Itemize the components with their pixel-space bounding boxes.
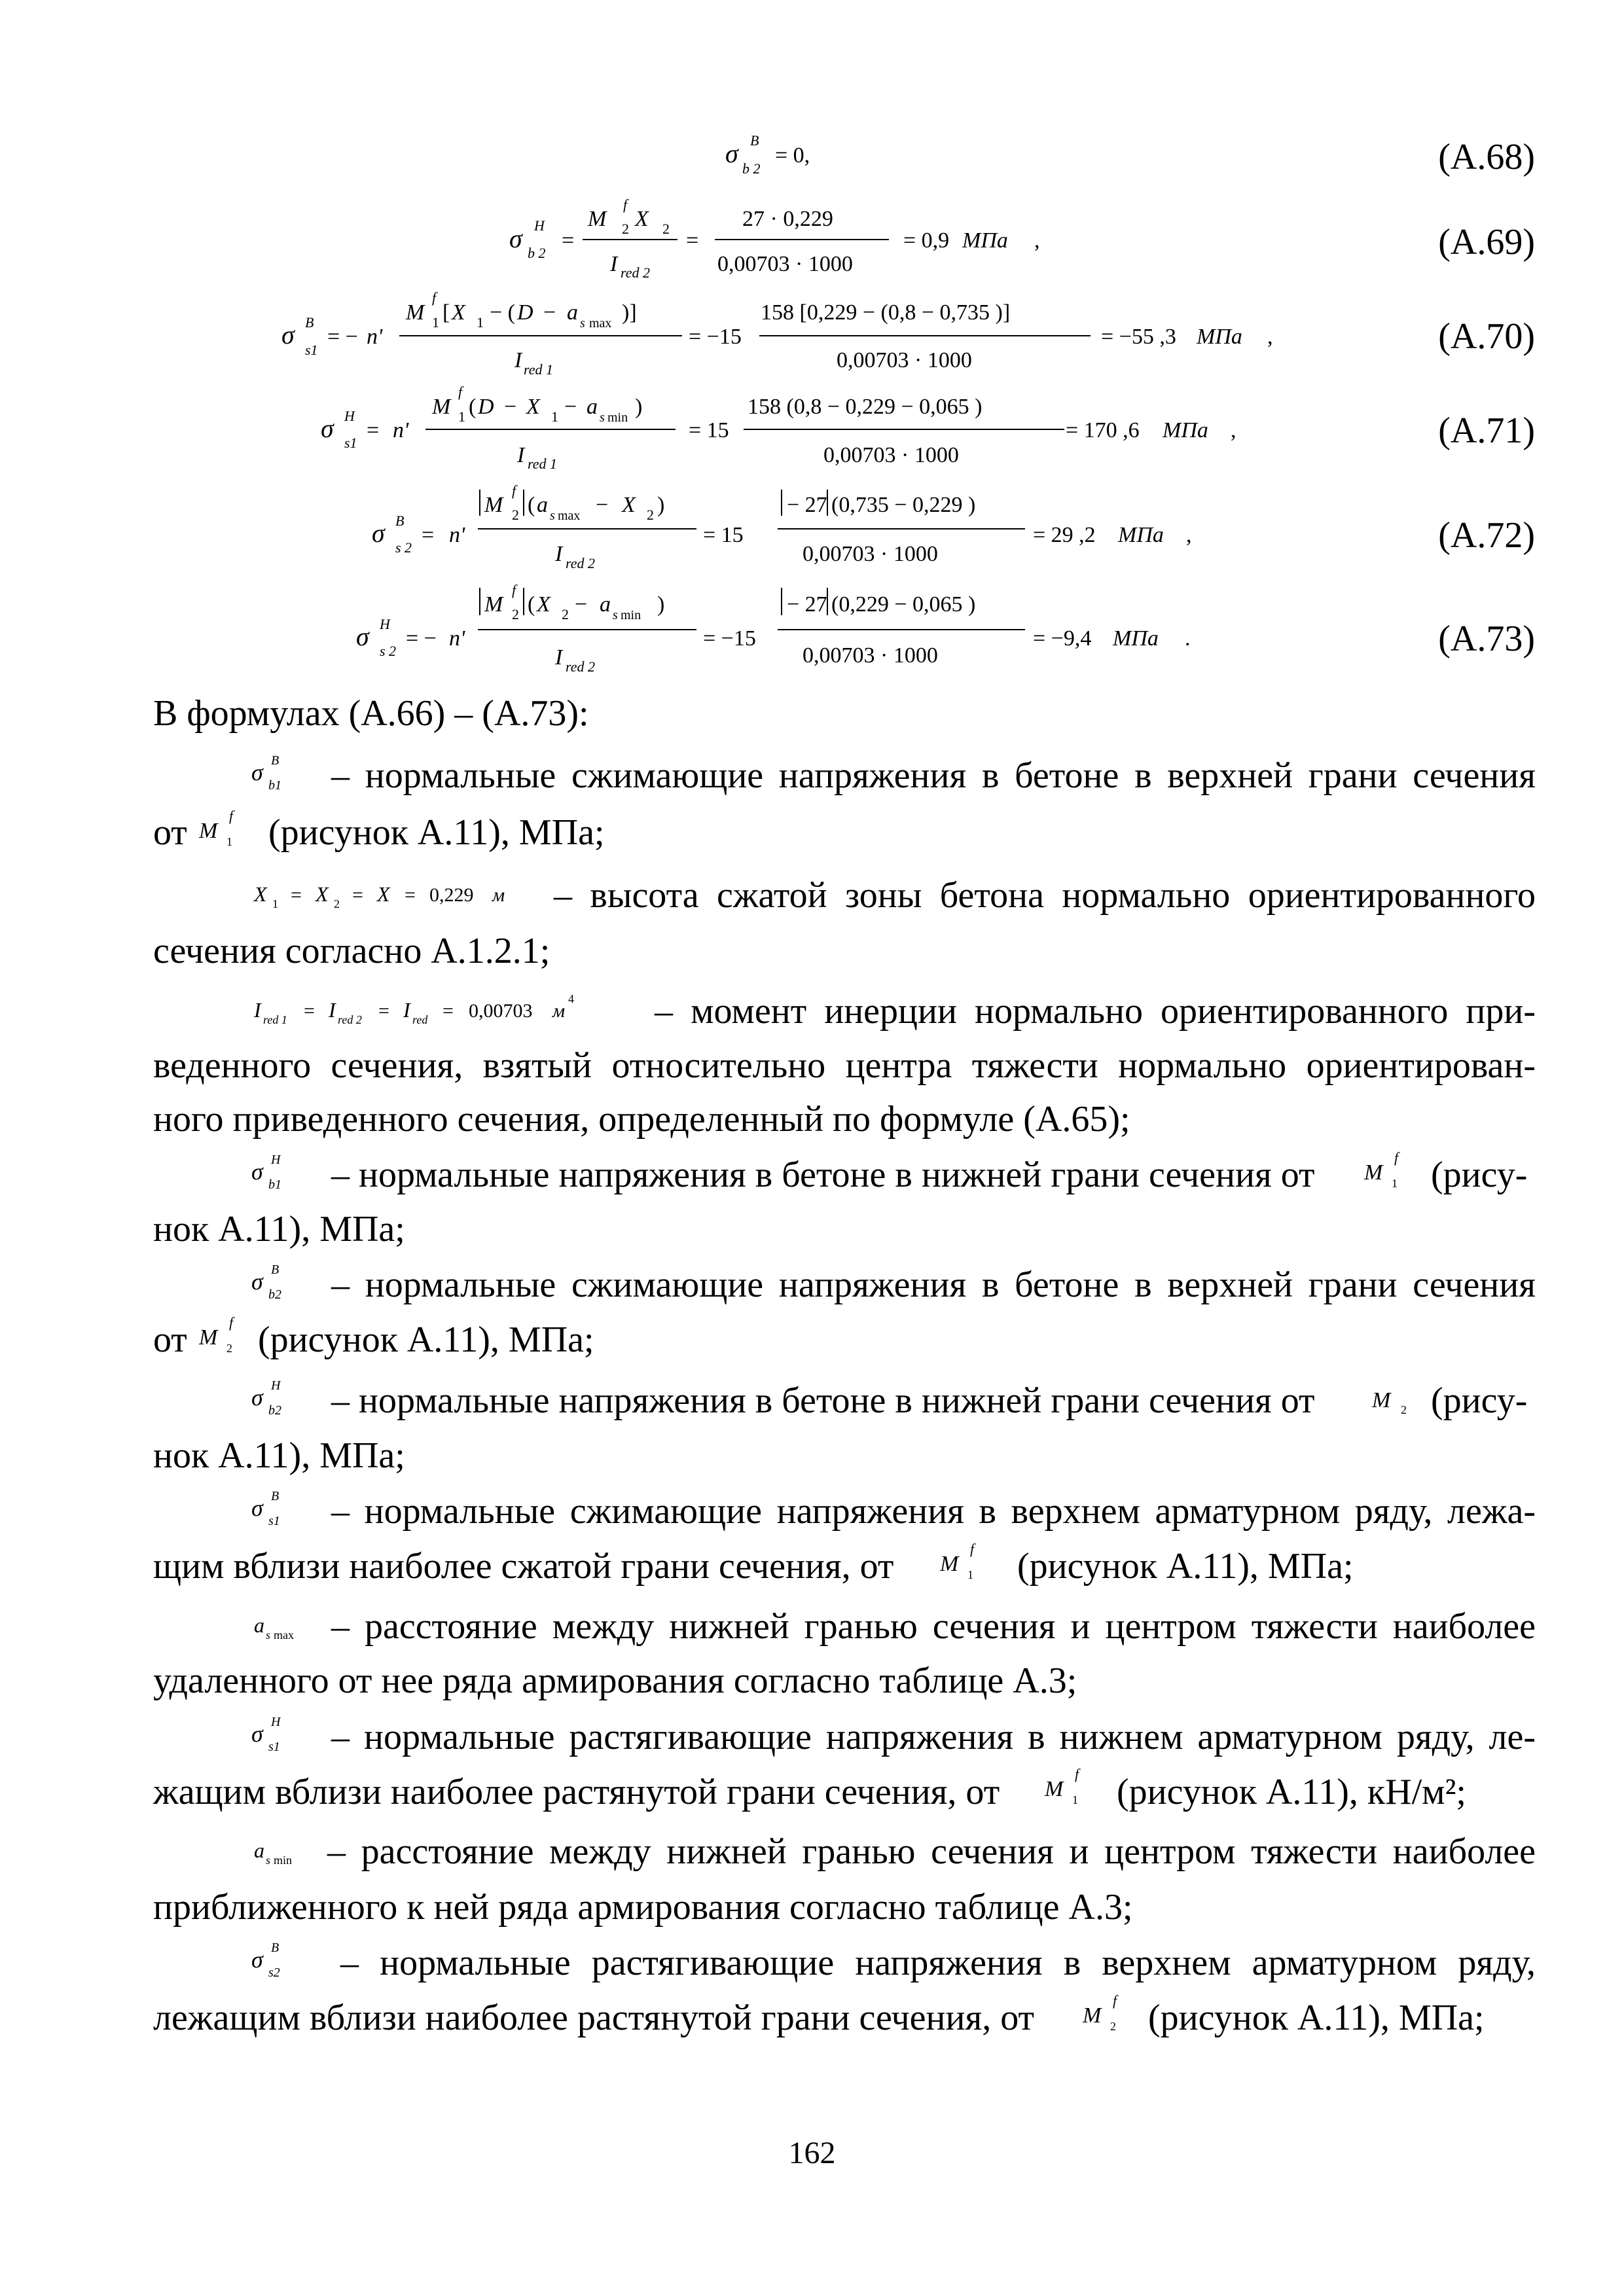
svg-text:σ: σ <box>251 1384 263 1410</box>
symbol-a-smax <box>251 1604 323 1649</box>
svg-text:2: 2 <box>1401 1403 1407 1416</box>
svg-text:red 2: red 2 <box>566 658 596 675</box>
symbol-m1f <box>1041 1762 1100 1814</box>
svg-text:s: s <box>550 509 555 523</box>
def-7-line-2-tail: (рисунок А.11), МПа; <box>1017 1546 1354 1587</box>
svg-text:s: s <box>580 316 585 331</box>
svg-text:M: M <box>432 395 451 419</box>
symbol-sigma-b-b1 <box>249 751 295 797</box>
svg-text:σ: σ <box>251 1268 263 1295</box>
def-4-line-1: – нормальные напряжения в бетоне в нижней грани сечения от <box>331 1155 1315 1195</box>
svg-text:0,229: 0,229 <box>429 884 474 906</box>
def-1-line-2: от <box>153 812 187 853</box>
eq-number: (А.73) <box>1438 619 1535 659</box>
svg-text:2: 2 <box>622 221 629 237</box>
svg-text:X: X <box>526 395 540 419</box>
svg-text:=: = <box>352 884 363 906</box>
svg-text:M: M <box>406 300 425 325</box>
svg-text:= 0,: = 0, <box>775 143 810 168</box>
svg-text:a: a <box>586 395 598 419</box>
def-6-line-1: – нормальные напряжения в бетоне в нижней грани сечения от <box>331 1380 1315 1421</box>
svg-text:max: max <box>274 1628 294 1641</box>
symbol-m1f <box>1360 1145 1419 1198</box>
svg-text:− (: − ( <box>490 300 515 325</box>
def-9-line-1: – нормальные растягивающие напряжения в нижнем арматурном ряду, ле- <box>331 1717 1536 1757</box>
svg-text:max: max <box>558 509 581 523</box>
svg-text:0,00703 · 1000: 0,00703 · 1000 <box>837 348 972 372</box>
symbol-sigma-h-s1 <box>249 1713 295 1759</box>
eq-number: (А.72) <box>1438 515 1535 556</box>
svg-text:M: M <box>484 592 503 617</box>
svg-text:1: 1 <box>432 314 439 331</box>
svg-text:158 (0,8 − 0,229 − 0,065 ): 158 (0,8 − 0,229 − 0,065 ) <box>748 395 983 419</box>
svg-text:H: H <box>271 1715 281 1729</box>
svg-text:f: f <box>229 808 234 824</box>
svg-text:м: м <box>552 1000 566 1022</box>
inline-x-equation <box>251 872 559 918</box>
svg-text:2: 2 <box>562 606 569 622</box>
svg-text:X: X <box>254 882 267 906</box>
svg-text:f: f <box>623 196 628 213</box>
svg-text:−: − <box>575 592 588 617</box>
def-2-line-1: – высота сжатой зоны бетона нормально ориентированного <box>554 875 1536 916</box>
svg-text:a: a <box>254 1613 264 1637</box>
equation-a69 <box>509 196 1040 281</box>
def-6-line-2: нок А.11), МПа; <box>153 1435 405 1476</box>
svg-text:MПa: MПa <box>1163 418 1208 442</box>
svg-text:σ: σ <box>251 1946 263 1973</box>
svg-text:M: M <box>1364 1160 1383 1185</box>
svg-text:red 2: red 2 <box>621 264 651 281</box>
svg-text:σ: σ <box>321 414 334 443</box>
svg-text:X: X <box>452 300 465 325</box>
svg-text:=: = <box>405 884 416 906</box>
svg-text:0,00703 · 1000: 0,00703 · 1000 <box>803 643 938 668</box>
svg-text:2: 2 <box>1110 2020 1116 2033</box>
svg-text:M: M <box>1083 2003 1102 2028</box>
svg-text:B: B <box>750 132 759 149</box>
def-5-line-1: – нормальные сжимающие напряжения в бетоне в верхней грани сечения <box>331 1265 1536 1305</box>
symbol-m2f <box>1079 1988 1138 2041</box>
svg-text:2: 2 <box>226 1342 232 1355</box>
svg-text:M: M <box>588 207 607 231</box>
svg-text:s2: s2 <box>268 1965 280 1980</box>
svg-text:a: a <box>600 592 611 617</box>
svg-text:I: I <box>555 645 563 670</box>
def-1-line-1: – нормальные сжимающие напряжения в бетоне в верхней грани сечения <box>331 755 1536 796</box>
page-number: 162 <box>788 2136 836 2170</box>
svg-text:b2: b2 <box>268 1403 281 1418</box>
svg-text:H: H <box>380 616 390 632</box>
svg-text:σ: σ <box>251 1495 263 1521</box>
svg-text:4: 4 <box>568 992 574 1005</box>
def-6-line-1-tail: (рису- <box>1431 1380 1528 1421</box>
svg-text:s 2: s 2 <box>380 643 397 659</box>
equation-a68 <box>725 132 810 177</box>
symbol-sigma-b-b2 <box>249 1261 295 1306</box>
equation-a73 <box>356 582 1191 675</box>
svg-text:,: , <box>1186 523 1192 547</box>
svg-text:M: M <box>484 493 503 517</box>
eq-number: (А.71) <box>1438 410 1535 451</box>
svg-text:27 · 0,229: 27 · 0,229 <box>742 207 833 231</box>
svg-text:1: 1 <box>477 314 484 331</box>
svg-text:s1: s1 <box>268 1740 280 1754</box>
symbol-sigma-b-s1 <box>249 1487 295 1533</box>
svg-text:n': n' <box>449 626 465 651</box>
def-3-line-1: – момент инерции нормально ориентированного при- <box>655 991 1536 1031</box>
svg-text:X: X <box>635 207 649 231</box>
svg-text:B: B <box>271 1489 280 1503</box>
svg-text:f: f <box>512 482 516 499</box>
svg-text:1: 1 <box>967 1568 973 1581</box>
svg-text:B: B <box>305 314 314 331</box>
svg-text:s 2: s 2 <box>395 539 412 556</box>
svg-text:− 27: − 27 <box>787 493 827 517</box>
svg-text:X: X <box>537 592 550 617</box>
eq-number: (А.70) <box>1438 316 1535 357</box>
svg-text:s1: s1 <box>268 1514 280 1528</box>
def-9-line-2: жащим вблизи наиболее растянутой грани сечения, от <box>153 1772 1000 1812</box>
svg-text:(0,229 − 0,065 ): (0,229 − 0,065 ) <box>831 592 976 617</box>
svg-text:σ: σ <box>725 139 738 168</box>
symbol-m1f <box>936 1537 995 1589</box>
svg-text:2: 2 <box>662 221 670 237</box>
symbol-sigma-h-b2 <box>249 1376 295 1422</box>
svg-text:b2: b2 <box>268 1287 281 1302</box>
svg-text:b 2: b 2 <box>742 160 761 177</box>
svg-text:D: D <box>478 395 494 419</box>
svg-text:)]: )] <box>622 300 637 325</box>
def-9-line-2-tail: (рисунок А.11), кН/м²; <box>1117 1772 1466 1812</box>
svg-text:s: s <box>266 1854 271 1867</box>
svg-text:M: M <box>1372 1388 1391 1412</box>
svg-text:D: D <box>517 300 533 325</box>
svg-text:f: f <box>1394 1149 1399 1166</box>
svg-text:1: 1 <box>1392 1177 1398 1190</box>
svg-text:1: 1 <box>458 408 465 425</box>
svg-text:I: I <box>514 348 522 372</box>
svg-text:red 1: red 1 <box>528 456 558 472</box>
svg-text:H: H <box>534 217 545 234</box>
svg-text:м: м <box>492 884 505 906</box>
svg-text:f: f <box>1113 1992 1117 2009</box>
svg-text:= 0,9: = 0,9 <box>903 228 950 253</box>
def-5-line-2: от <box>153 1319 187 1360</box>
def-8-line-2: удаленного от нее ряда армирования согласно таблице А.3; <box>153 1660 1077 1701</box>
svg-text:,: , <box>1034 228 1040 253</box>
svg-text:a: a <box>254 1839 264 1862</box>
def-7-line-2: щим вблизи наиболее сжатой грани сечения, от <box>153 1546 894 1587</box>
def-2-line-2: сечения согласно А.1.2.1; <box>153 931 550 971</box>
svg-text:X: X <box>377 882 390 906</box>
svg-text:f: f <box>432 289 437 306</box>
def-1-line-2-tail: (рисунок А.11), МПа; <box>268 812 605 853</box>
svg-text:σ: σ <box>509 224 522 253</box>
svg-text:I: I <box>517 443 525 467</box>
eq-number: (А.69) <box>1438 222 1535 262</box>
intro-line: В формулах (А.66) – (А.73): <box>153 693 589 734</box>
symbol-sigma-h-b1 <box>249 1151 295 1196</box>
svg-text:B: B <box>271 1263 280 1277</box>
svg-text:= −15: = −15 <box>689 325 742 349</box>
svg-text:f: f <box>1075 1766 1079 1782</box>
svg-text:f: f <box>458 384 463 400</box>
svg-text:= −55 ,3: = −55 ,3 <box>1101 325 1176 349</box>
svg-text:σ: σ <box>281 320 295 350</box>
svg-text:σ: σ <box>251 1721 263 1747</box>
svg-text:): ) <box>657 592 665 617</box>
svg-text:I: I <box>329 998 336 1022</box>
svg-text:red 1: red 1 <box>524 361 554 378</box>
svg-text:=: = <box>686 228 699 253</box>
svg-text:b1: b1 <box>268 778 281 793</box>
svg-text:0,00703 · 1000: 0,00703 · 1000 <box>717 252 853 276</box>
svg-text:= −: = − <box>327 325 358 349</box>
svg-text:H: H <box>271 1378 281 1393</box>
svg-text:MПa: MПa <box>1197 325 1242 349</box>
def-3-line-2: веденного сечения, взятый относительно центра тяжести нормально ориентирован- <box>153 1045 1536 1086</box>
svg-text:MПa: MПa <box>1118 523 1164 547</box>
def-11-line-2-tail: (рисунок А.11), МПа; <box>1148 1998 1485 2038</box>
svg-text:n': n' <box>367 325 383 349</box>
svg-text:=: = <box>367 418 380 442</box>
equations-block <box>0 0 1624 687</box>
svg-text:I: I <box>555 542 563 566</box>
svg-text:a: a <box>567 300 578 325</box>
svg-text:(: ( <box>469 395 477 419</box>
svg-text:B: B <box>395 512 405 529</box>
svg-text:2: 2 <box>512 606 519 622</box>
svg-text:=: = <box>442 1000 454 1022</box>
svg-text:[: [ <box>442 300 450 325</box>
svg-text:=: = <box>304 1000 315 1022</box>
svg-text:MПa: MПa <box>962 228 1008 253</box>
svg-text:H: H <box>271 1153 281 1167</box>
svg-text:B: B <box>271 1941 280 1955</box>
svg-text:1: 1 <box>226 835 232 848</box>
svg-text:− 27: − 27 <box>787 592 827 617</box>
svg-text:max: max <box>589 316 612 331</box>
equation-a70 <box>281 289 1273 378</box>
svg-text:B: B <box>271 753 280 768</box>
svg-text:s: s <box>613 608 618 622</box>
symbol-a-smin <box>251 1829 323 1874</box>
svg-text:f: f <box>512 582 516 598</box>
svg-text:b 2: b 2 <box>528 245 546 261</box>
svg-text:= 170 ,6: = 170 ,6 <box>1066 418 1140 442</box>
svg-text:−: − <box>596 493 609 517</box>
svg-text:.: . <box>1185 626 1191 651</box>
svg-text:f: f <box>229 1314 234 1331</box>
svg-text:(: ( <box>528 592 535 617</box>
svg-text:σ: σ <box>356 622 369 651</box>
svg-text:=: = <box>291 884 302 906</box>
def-4-line-2: нок А.11), МПа; <box>153 1209 405 1249</box>
eq-number: (А.68) <box>1438 137 1535 177</box>
svg-text:2: 2 <box>334 897 340 910</box>
svg-text:): ) <box>657 493 665 517</box>
svg-text:H: H <box>344 408 355 424</box>
def-8-line-1: – расстояние между нижней гранью сечения и центром тяжести наиболее <box>331 1606 1536 1647</box>
svg-text:σ: σ <box>251 759 263 785</box>
inline-i-equation <box>251 988 677 1034</box>
svg-text:= −15: = −15 <box>703 626 756 651</box>
svg-text:s1: s1 <box>344 435 357 451</box>
def-11-line-2: лежащим вблизи наиболее растянутой грани сечения, от <box>153 1998 1034 2038</box>
svg-text:min: min <box>607 410 628 425</box>
svg-text:n': n' <box>449 523 465 547</box>
svg-text:=: = <box>378 1000 389 1022</box>
svg-text:): ) <box>635 395 643 419</box>
svg-text:= −: = − <box>406 626 437 651</box>
def-10-line-1: – расстояние между нижней гранью сечения и центром тяжести наиболее <box>327 1831 1536 1872</box>
svg-text:0,00703: 0,00703 <box>469 1000 533 1022</box>
svg-text:−: − <box>504 395 517 419</box>
svg-text:M: M <box>199 1325 218 1350</box>
svg-text:n': n' <box>393 418 409 442</box>
symbol-sigma-b-s2 <box>249 1939 295 1984</box>
svg-text:M: M <box>940 1552 959 1576</box>
svg-text:X: X <box>622 493 636 517</box>
def-5-line-2-tail: (рисунок А.11), МПа; <box>258 1319 594 1360</box>
svg-text:= 15: = 15 <box>689 418 729 442</box>
svg-text:red: red <box>412 1013 428 1026</box>
svg-text:,: , <box>1267 325 1273 349</box>
svg-text:(: ( <box>528 493 535 517</box>
svg-text:σ: σ <box>251 1158 263 1185</box>
svg-text:I: I <box>254 998 261 1022</box>
svg-text:−: − <box>564 395 577 419</box>
svg-text:red 2: red 2 <box>338 1013 362 1026</box>
svg-text:1: 1 <box>272 897 278 910</box>
def-11-line-1: – нормальные растягивающие напряжения в верхнем арматурном ряду, <box>340 1943 1536 1983</box>
def-7-line-1: – нормальные сжимающие напряжения в верхнем арматурном ряду, лежа- <box>331 1491 1536 1532</box>
svg-text:MПa: MПa <box>1113 626 1159 651</box>
symbol-m2 <box>1368 1374 1420 1420</box>
equation-a72 <box>372 482 1192 571</box>
svg-text:a: a <box>537 493 548 517</box>
svg-text:158 [0,229 − (0,8 − 0,735 )]: 158 [0,229 − (0,8 − 0,735 )] <box>761 300 1011 325</box>
svg-text:,: , <box>1231 418 1236 442</box>
svg-text:s: s <box>600 410 605 425</box>
svg-text:σ: σ <box>372 518 385 548</box>
symbol-m1f <box>195 804 254 856</box>
symbol-m2f <box>195 1310 254 1363</box>
def-3-line-3: ного приведенного сечения, определенный по формуле (А.65); <box>153 1099 1130 1139</box>
svg-text:2: 2 <box>647 507 654 523</box>
svg-text:=: = <box>562 228 575 253</box>
svg-text:2: 2 <box>512 507 519 523</box>
svg-text:(0,735 − 0,229 ): (0,735 − 0,229 ) <box>831 493 976 517</box>
svg-text:I: I <box>610 252 618 276</box>
svg-text:M: M <box>199 819 218 843</box>
svg-text:M: M <box>1045 1777 1064 1801</box>
svg-text:X: X <box>316 882 329 906</box>
svg-text:I: I <box>403 998 410 1022</box>
svg-text:−: − <box>543 300 556 325</box>
svg-text:0,00703 · 1000: 0,00703 · 1000 <box>823 443 959 467</box>
svg-text:0,00703 · 1000: 0,00703 · 1000 <box>803 542 938 566</box>
svg-text:= 15: = 15 <box>703 523 744 547</box>
svg-text:min: min <box>621 608 641 622</box>
svg-text:red 2: red 2 <box>566 555 596 571</box>
svg-text:s1: s1 <box>305 342 318 358</box>
svg-text:1: 1 <box>551 408 558 425</box>
svg-text:red 1: red 1 <box>263 1013 287 1026</box>
svg-text:b1: b1 <box>268 1177 281 1192</box>
equation-a71 <box>321 384 1236 472</box>
svg-text:s: s <box>266 1628 271 1641</box>
def-4-line-1-tail: (рису- <box>1431 1155 1528 1195</box>
svg-text:= −9,4: = −9,4 <box>1033 626 1092 651</box>
svg-text:= 29 ,2: = 29 ,2 <box>1033 523 1096 547</box>
svg-text:min: min <box>274 1854 293 1867</box>
svg-text:=: = <box>422 523 435 547</box>
svg-text:1: 1 <box>1072 1793 1078 1806</box>
def-10-line-2: приближенного к ней ряда армирования согласно таблице А.3; <box>153 1887 1133 1928</box>
svg-text:f: f <box>970 1541 975 1557</box>
